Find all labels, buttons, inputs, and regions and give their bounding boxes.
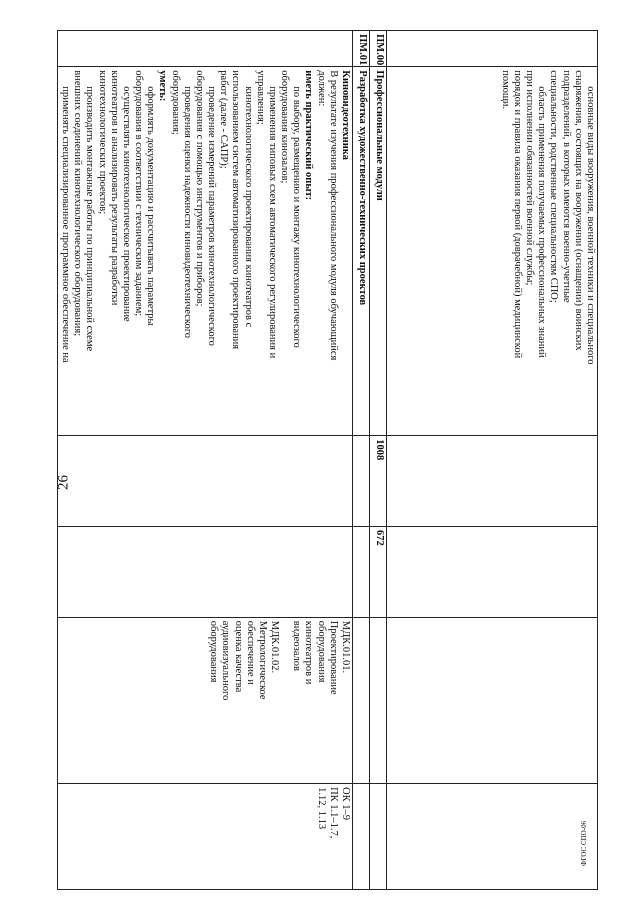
text-line: В результате изучения профессионального модуля обучающийся (327, 70, 339, 361)
text-line: область применения получаемых профессиональных знаний (536, 86, 548, 358)
text-line: иметь практический опыт: (303, 70, 315, 201)
cell-pm01-title: Разработка художественно-технических проектов (353, 67, 370, 436)
cell-hours-req-empty (387, 527, 598, 618)
text-line: при исполнении обязанностей военной службы; (524, 70, 536, 286)
mdk-item (207, 621, 280, 780)
cell-pm00-hours-req: 672 (370, 527, 387, 618)
text-line: управления; (254, 70, 266, 125)
page-number: 26 (55, 475, 72, 490)
text-line: должен: (315, 70, 327, 107)
mdk-line: обеспечение и (244, 620, 256, 685)
text-line: проведения оценки надежности киновидеотехнического (181, 86, 193, 339)
cell-pm00-competency (370, 784, 387, 890)
mdk-line: оценка качества (232, 620, 244, 693)
cell-pm01-body-hours-max (57, 436, 352, 527)
cell-pm00-hours-max: 1008 (370, 436, 387, 527)
mdk-line: Проектирование (327, 620, 339, 695)
mdk-line: оборудования (315, 620, 327, 683)
cell-pm00-mdk (370, 617, 387, 783)
table-row-pm00 (370, 31, 387, 890)
text-line: снаряжения, состоящих на вооружении (оснащении) воинских (572, 70, 584, 351)
text-line: оборудования с помощью инструментов и приборов; (193, 70, 205, 307)
mdk-line: оборудования (208, 620, 220, 683)
cell-pm01-mdk-head (353, 617, 370, 783)
text-line: подразделений, в которых имеются военно-учетные (560, 70, 572, 303)
mdk-line: Метрологическое (256, 620, 268, 700)
cell-pm01-hours-max (353, 436, 370, 527)
text-line: кинотеатров и анализировать результаты разработки (108, 70, 120, 306)
mdk-line: видеозалов (291, 620, 303, 671)
text-line: работ (далее - САПР); (218, 70, 230, 169)
text-line: по выбору, размещению и монтажу кинотехнологического (291, 86, 303, 348)
cell-pm01-body-hours-req (57, 527, 352, 618)
cell-pm01-competency-head (353, 784, 370, 890)
text-line: основные виды вооружения, военной техники и специального (585, 86, 596, 365)
cell-code-empty (387, 31, 598, 67)
cell-hours-max-empty (387, 436, 598, 527)
cell-pm01-body-code (57, 31, 352, 67)
mdk-line: МДК.01.02. (269, 620, 281, 674)
cell-pm01-mdk-list (57, 617, 352, 783)
text-line: применения типовых схем автоматического регулирования и (266, 86, 278, 359)
mdk-item (290, 621, 351, 780)
text-line: применять специализированное программное обеспечение на (60, 86, 72, 363)
mdk-line: кинотеатров и (303, 620, 315, 685)
text-line: кинотехнологических проектов; (96, 70, 108, 215)
cell-pm01-hours-req (353, 527, 370, 618)
table-row-pm01-header (353, 31, 370, 890)
text-line: проведение измерений параметров кинотехнологического (206, 86, 218, 346)
cell-pm00-code: ПМ.00 (370, 31, 387, 67)
text-line: оборудования в соответствии с техническим заданием; (133, 70, 145, 317)
text-line: осуществлять кинотехнологическое проектирование (120, 86, 132, 322)
mdk-line: аудиовизуального (220, 620, 232, 701)
text-line: порядок и правила оказания первой (доврачебной) медицинской (511, 70, 523, 359)
curriculum-table (57, 30, 598, 890)
text-line: оборудования кинозалов; (279, 70, 291, 184)
competency-line: ОК 1–9 (340, 787, 351, 821)
text-line: помощи. (499, 70, 511, 110)
table-row-pm01-body (57, 31, 352, 890)
footer-code: ФГОС СПО-06 (580, 820, 588, 866)
text-line: оборудования; (169, 70, 181, 135)
text-line: специальности, родственные специальностям СПО; (548, 70, 560, 303)
text-line: Киновидеотехника (340, 70, 351, 160)
cell-mdk-empty (387, 617, 598, 783)
text-line: уметь: (157, 70, 169, 102)
mdk-line: МДК.01.01. (340, 620, 351, 674)
table-row-continuation (387, 31, 598, 890)
cell-pm01-competencies (57, 784, 352, 890)
cell-pm01-requirements (57, 67, 352, 436)
text-line: оформлять документацию и рассчитывать параметры (145, 86, 157, 326)
competency-line: 1.12, 1.13 (315, 787, 327, 830)
competency-line: ПК 1.1–1.7, (327, 787, 339, 839)
cell-continuation-text (387, 67, 598, 436)
cell-competency-empty (387, 784, 598, 890)
cell-pm01-code: ПМ.01 (353, 31, 370, 67)
text-line: внешних соединений кинотехнологического оборудования; (72, 70, 84, 337)
text-line: кинотехнологического проектирования кинотеатров с (242, 86, 254, 328)
cell-pm00-title: Профессиональные модули (370, 67, 387, 436)
text-line: производить монтажные работы по принципиальной схеме (84, 86, 96, 352)
text-line: использованием систем автоматизированного проектирования (230, 70, 242, 350)
